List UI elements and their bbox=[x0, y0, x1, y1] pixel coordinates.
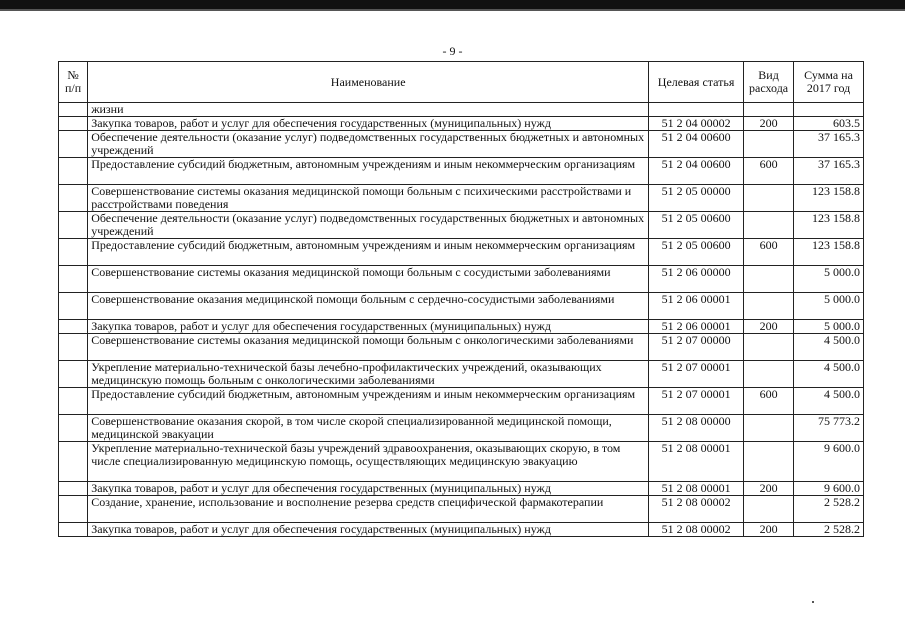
cell-sum: 2 528.2 bbox=[794, 523, 864, 537]
cell-name: Создание, хранение, использование и восполнение резерва средств специфической фармакотерапии bbox=[88, 496, 649, 523]
cell-code: 51 2 07 00001 bbox=[649, 361, 744, 388]
table-row bbox=[59, 293, 864, 320]
cell-sum: 9 600.0 bbox=[794, 482, 864, 496]
table-row bbox=[59, 388, 864, 415]
cell-type bbox=[744, 103, 794, 117]
cell-sum: 5 000.0 bbox=[794, 266, 864, 293]
table-row bbox=[59, 117, 864, 131]
cell-code: 51 2 04 00600 bbox=[649, 131, 744, 158]
cell-sum: 5 000.0 bbox=[794, 320, 864, 334]
cell-code: 51 2 06 00000 bbox=[649, 266, 744, 293]
cell-name: Совершенствование системы оказания медицинской помощи больным с психическими расстройствами и расстройствами поведения bbox=[88, 185, 649, 212]
cell-num bbox=[59, 117, 88, 131]
cell-num bbox=[59, 266, 88, 293]
cell-num bbox=[59, 103, 88, 117]
cell-type: 200 bbox=[744, 523, 794, 537]
table-row bbox=[59, 103, 864, 117]
cell-sum: 4 500.0 bbox=[794, 361, 864, 388]
cell-code: 51 2 05 00600 bbox=[649, 239, 744, 266]
cell-name: Закупка товаров, работ и услуг для обеспечения государственных (муниципальных) нужд bbox=[88, 482, 649, 496]
cell-num bbox=[59, 293, 88, 320]
cell-code: 51 2 06 00001 bbox=[649, 320, 744, 334]
cell-sum: 2 528.2 bbox=[794, 496, 864, 523]
cell-name: Укрепление материально-технической базы учреждений здравоохранения, оказывающих скорую, в том числе специализированную медицинскую помощь, осуществляющих медицинскую эвакуацию bbox=[88, 442, 649, 482]
scan-top-border bbox=[0, 0, 905, 9]
cell-type: 200 bbox=[744, 482, 794, 496]
table-row bbox=[59, 131, 864, 158]
cell-code: 51 2 08 00002 bbox=[649, 496, 744, 523]
cell-num bbox=[59, 388, 88, 415]
cell-code bbox=[649, 103, 744, 117]
table-row bbox=[59, 415, 864, 442]
cell-code: 51 2 05 00000 bbox=[649, 185, 744, 212]
header-sum: Сумма на 2017 год bbox=[794, 62, 864, 103]
cell-sum: 123 158.8 bbox=[794, 212, 864, 239]
header-code: Целевая статья bbox=[649, 62, 744, 103]
cell-type: 600 bbox=[744, 388, 794, 415]
header-name: Наименование bbox=[88, 62, 649, 103]
cell-sum: 75 773.2 bbox=[794, 415, 864, 442]
cell-code: 51 2 08 00002 bbox=[649, 523, 744, 537]
cell-code: 51 2 07 00000 bbox=[649, 334, 744, 361]
cell-name: Предоставление субсидий бюджетным, автономным учреждениям и иным некоммерческим организациям bbox=[88, 388, 649, 415]
cell-type bbox=[744, 361, 794, 388]
table-row bbox=[59, 239, 864, 266]
cell-name: жизни bbox=[88, 103, 649, 117]
table-row bbox=[59, 523, 864, 537]
cell-name: Закупка товаров, работ и услуг для обеспечения государственных (муниципальных) нужд bbox=[88, 523, 649, 537]
cell-sum bbox=[794, 103, 864, 117]
table-row bbox=[59, 334, 864, 361]
cell-name: Предоставление субсидий бюджетным, автономным учреждениям и иным некоммерческим организациям bbox=[88, 239, 649, 266]
cell-num bbox=[59, 185, 88, 212]
cell-code: 51 2 06 00001 bbox=[649, 293, 744, 320]
cell-sum: 123 158.8 bbox=[794, 239, 864, 266]
scan-speck bbox=[812, 601, 814, 603]
cell-name: Обеспечение деятельности (оказание услуг) подведомственных государственных бюджетных и автономных учреждений bbox=[88, 212, 649, 239]
cell-code: 51 2 04 00002 bbox=[649, 117, 744, 131]
cell-num bbox=[59, 482, 88, 496]
cell-code: 51 2 08 00001 bbox=[649, 482, 744, 496]
cell-type bbox=[744, 334, 794, 361]
table-row bbox=[59, 158, 864, 185]
cell-type: 200 bbox=[744, 320, 794, 334]
cell-sum: 603.5 bbox=[794, 117, 864, 131]
cell-sum: 4 500.0 bbox=[794, 334, 864, 361]
page-number: - 9 - bbox=[442, 44, 463, 58]
table-row bbox=[59, 266, 864, 293]
cell-name: Укрепление материально-технической базы лечебно-профилактических учреждений, оказывающих медицинскую помощь больным с онкологическими заболеваниями bbox=[88, 361, 649, 388]
cell-num bbox=[59, 239, 88, 266]
table-body bbox=[59, 103, 864, 537]
cell-num bbox=[59, 131, 88, 158]
cell-sum: 4 500.0 bbox=[794, 388, 864, 415]
cell-name: Совершенствование системы оказания медицинской помощи больным с онкологическими заболеваниями bbox=[88, 334, 649, 361]
table-row bbox=[59, 496, 864, 523]
cell-num bbox=[59, 442, 88, 482]
cell-type: 600 bbox=[744, 158, 794, 185]
cell-sum: 5 000.0 bbox=[794, 293, 864, 320]
cell-type bbox=[744, 266, 794, 293]
cell-code: 51 2 08 00001 bbox=[649, 442, 744, 482]
cell-code: 51 2 05 00600 bbox=[649, 212, 744, 239]
table-row bbox=[59, 442, 864, 482]
cell-num bbox=[59, 334, 88, 361]
cell-name: Совершенствование системы оказания медицинской помощи больным с сосудистыми заболеваниями bbox=[88, 266, 649, 293]
cell-type bbox=[744, 293, 794, 320]
cell-type bbox=[744, 415, 794, 442]
header-num: № п/п bbox=[59, 62, 88, 103]
cell-num bbox=[59, 415, 88, 442]
cell-type bbox=[744, 442, 794, 482]
scan-top-border-edge bbox=[0, 9, 905, 11]
cell-type bbox=[744, 131, 794, 158]
cell-num bbox=[59, 212, 88, 239]
cell-num bbox=[59, 523, 88, 537]
cell-name: Обеспечение деятельности (оказание услуг) подведомственных государственных бюджетных и автономных учреждений bbox=[88, 131, 649, 158]
cell-num bbox=[59, 158, 88, 185]
table-row bbox=[59, 482, 864, 496]
cell-type: 600 bbox=[744, 239, 794, 266]
cell-num bbox=[59, 361, 88, 388]
cell-type: 200 bbox=[744, 117, 794, 131]
cell-name: Закупка товаров, работ и услуг для обеспечения государственных (муниципальных) нужд bbox=[88, 117, 649, 131]
cell-type bbox=[744, 212, 794, 239]
table-header-row bbox=[59, 62, 864, 103]
table-row bbox=[59, 320, 864, 334]
cell-num bbox=[59, 320, 88, 334]
cell-num bbox=[59, 496, 88, 523]
cell-sum: 37 165.3 bbox=[794, 158, 864, 185]
cell-code: 51 2 07 00001 bbox=[649, 388, 744, 415]
cell-name: Закупка товаров, работ и услуг для обеспечения государственных (муниципальных) нужд bbox=[88, 320, 649, 334]
cell-sum: 37 165.3 bbox=[794, 131, 864, 158]
cell-code: 51 2 08 00000 bbox=[649, 415, 744, 442]
table-row bbox=[59, 212, 864, 239]
budget-table bbox=[58, 61, 864, 537]
cell-name: Предоставление субсидий бюджетным, автономным учреждениям и иным некоммерческим организациям bbox=[88, 158, 649, 185]
header-type: Вид расхода bbox=[744, 62, 794, 103]
cell-name: Совершенствование оказания скорой, в том числе скорой специализированной медицинской помощи, медицинской эвакуации bbox=[88, 415, 649, 442]
table-row bbox=[59, 185, 864, 212]
cell-name: Совершенствование оказания медицинской помощи больным с сердечно-сосудистыми заболеваниями bbox=[88, 293, 649, 320]
table-row bbox=[59, 361, 864, 388]
cell-type bbox=[744, 185, 794, 212]
cell-code: 51 2 04 00600 bbox=[649, 158, 744, 185]
cell-sum: 123 158.8 bbox=[794, 185, 864, 212]
cell-sum: 9 600.0 bbox=[794, 442, 864, 482]
cell-type bbox=[744, 496, 794, 523]
